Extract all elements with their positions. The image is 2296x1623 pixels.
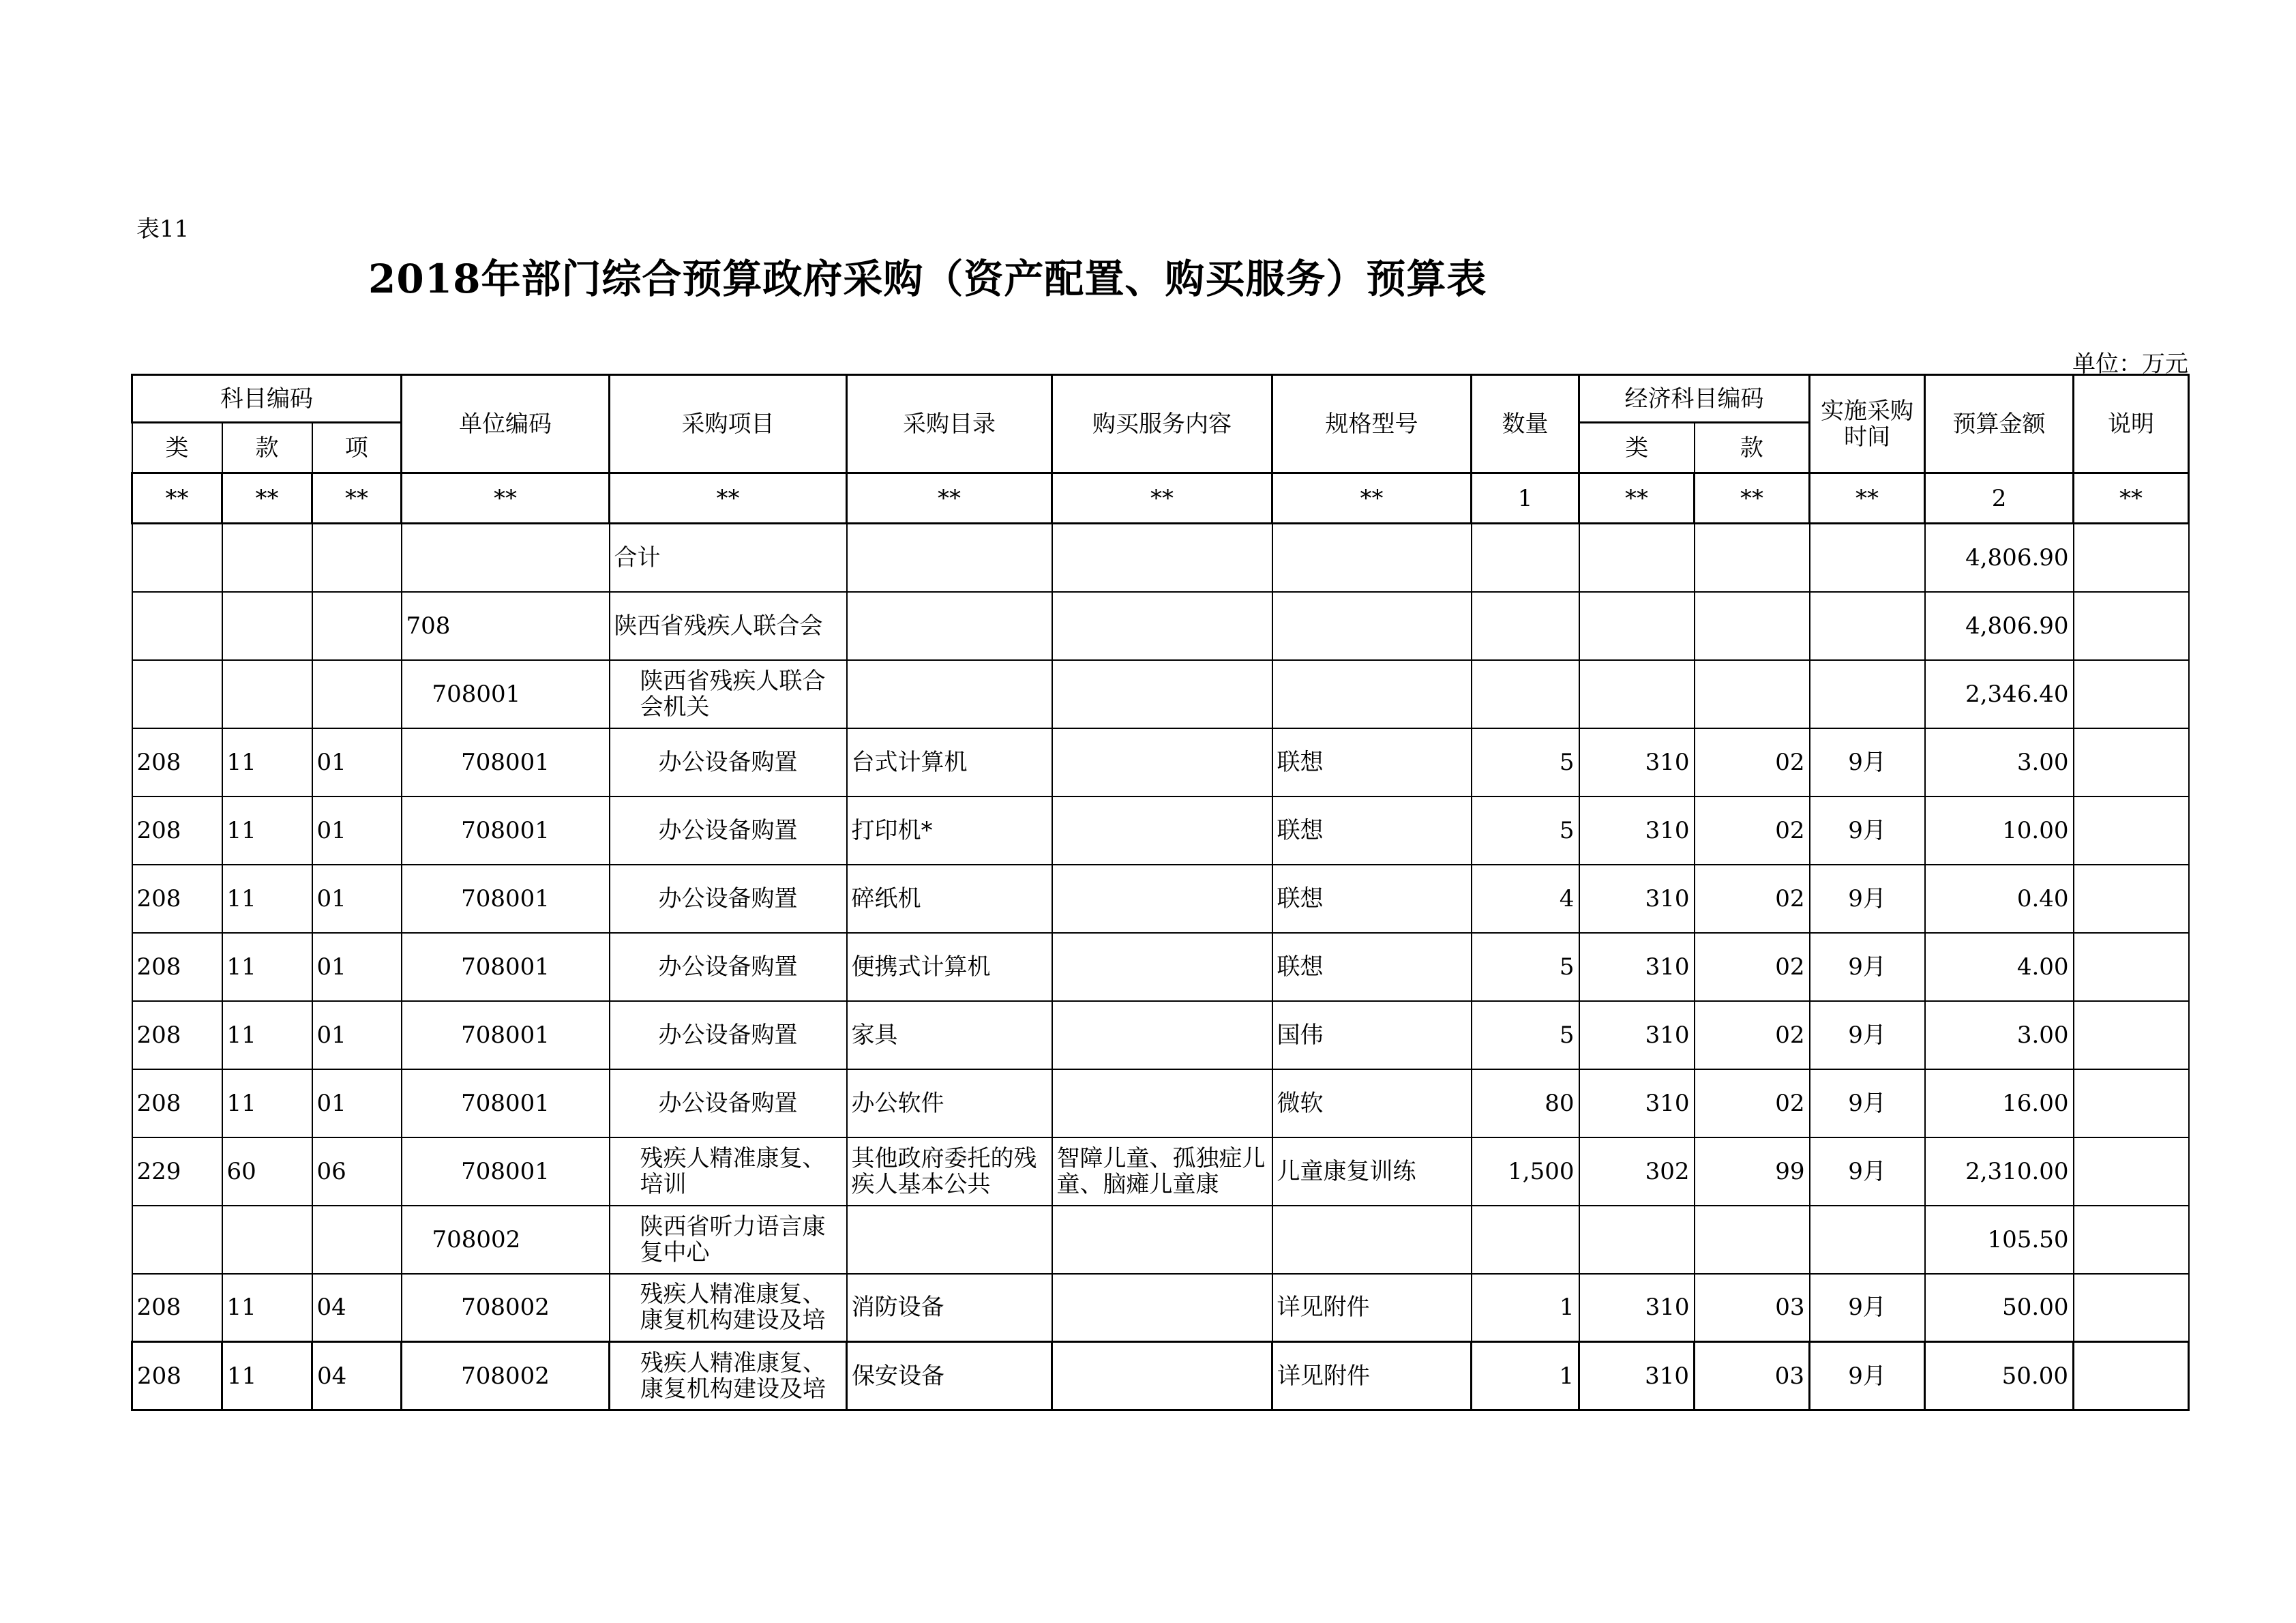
cell-purchase-item: 陕西省听力语言康复中心 [610,1206,847,1274]
cell-lei: 208 [132,933,222,1001]
cell-quantity: 5 [1472,728,1579,796]
cell-service-content [1052,1069,1272,1137]
cell-lei: 208 [132,1001,222,1069]
cell-econ-lei: 310 [1579,796,1695,865]
cell-impl-time: 9月 [1810,1001,1925,1069]
cell-kuan [222,660,312,728]
cell-econ-kuan [1695,592,1810,660]
table-header [132,375,2189,524]
cell-econ-lei: 310 [1579,1069,1695,1137]
cell-lei: 208 [132,865,222,933]
table-row [132,728,2189,796]
budget-table [131,374,2190,1411]
table-body [132,524,2189,1410]
header-kuan: 款 [222,423,312,473]
cell-note [2074,1001,2189,1069]
cell-spec-model: 详见附件 [1272,1274,1472,1342]
cell-quantity [1472,1206,1579,1274]
table-code: 表11 [136,215,190,243]
cell-xiang: 01 [312,933,402,1001]
cell-econ-lei [1579,592,1695,660]
cell-purchase-catalog [847,1206,1052,1274]
cell-purchase-item: 办公设备购置 [610,1001,847,1069]
cell-xiang: 01 [312,1069,402,1137]
cell-purchase-catalog [847,592,1052,660]
cell-econ-kuan [1695,660,1810,728]
cell-purchase-item: 残疾人精准康复、培训 [610,1137,847,1206]
table-row [132,865,2189,933]
cell-lei [132,1206,222,1274]
cell-unit-code: 708001 [402,660,610,728]
cell-econ-lei: 310 [1579,865,1695,933]
cell-purchase-item: 办公设备购置 [610,728,847,796]
cell-spec-model: 儿童康复训练 [1272,1137,1472,1206]
cell-quantity: 5 [1472,933,1579,1001]
marker-cell: ** [312,473,402,524]
table-row [132,1137,2189,1206]
cell-unit-code: 708 [402,592,610,660]
cell-econ-kuan [1695,524,1810,592]
cell-econ-kuan: 02 [1695,796,1810,865]
cell-kuan: 11 [222,1001,312,1069]
cell-xiang: 04 [312,1274,402,1342]
cell-xiang: 01 [312,865,402,933]
cell-quantity: 1 [1472,1342,1579,1410]
cell-impl-time: 9月 [1810,796,1925,865]
cell-purchase-catalog: 办公软件 [847,1069,1052,1137]
cell-quantity: 5 [1472,796,1579,865]
cell-note [2074,1137,2189,1206]
marker-row [132,473,2189,524]
cell-unit-code: 708001 [402,865,610,933]
cell-lei [132,592,222,660]
cell-service-content [1052,660,1272,728]
cell-econ-kuan: 02 [1695,1069,1810,1137]
cell-spec-model: 详见附件 [1272,1342,1472,1410]
cell-spec-model: 联想 [1272,728,1472,796]
marker-cell: ** [402,473,610,524]
cell-purchase-item: 办公设备购置 [610,1069,847,1137]
cell-unit-code: 708002 [402,1206,610,1274]
cell-impl-time: 9月 [1810,1274,1925,1342]
cell-kuan: 60 [222,1137,312,1206]
cell-service-content [1052,728,1272,796]
cell-econ-lei [1579,524,1695,592]
cell-quantity: 1 [1472,1274,1579,1342]
cell-impl-time [1810,592,1925,660]
marker-cell: ** [1272,473,1472,524]
marker-cell: ** [132,473,222,524]
cell-econ-lei [1579,1206,1695,1274]
cell-spec-model: 联想 [1272,933,1472,1001]
cell-econ-kuan: 02 [1695,1001,1810,1069]
cell-unit-code: 708002 [402,1342,610,1410]
cell-note [2074,660,2189,728]
cell-service-content [1052,1274,1272,1342]
header-impl-time: 实施采购时间 [1810,375,1925,473]
cell-budget-amount: 4,806.90 [1925,592,2074,660]
header-note: 说明 [2074,375,2189,473]
header-spec-model: 规格型号 [1272,375,1472,473]
table-row [132,524,2189,592]
cell-kuan: 11 [222,1069,312,1137]
cell-purchase-catalog [847,660,1052,728]
cell-xiang: 06 [312,1137,402,1206]
cell-kuan: 11 [222,796,312,865]
cell-budget-amount: 10.00 [1925,796,2074,865]
cell-purchase-item: 陕西省残疾人联合会 [610,592,847,660]
cell-purchase-catalog: 台式计算机 [847,728,1052,796]
cell-lei: 208 [132,1069,222,1137]
header-purchase-catalog: 采购目录 [847,375,1052,473]
cell-kuan: 11 [222,933,312,1001]
table-row [132,1206,2189,1274]
cell-purchase-item: 办公设备购置 [610,933,847,1001]
cell-note [2074,865,2189,933]
header-budget-amount: 预算金额 [1925,375,2074,473]
cell-impl-time: 9月 [1810,1137,1925,1206]
cell-purchase-item: 残疾人精准康复、康复机构建设及培 [610,1342,847,1410]
cell-purchase-item: 办公设备购置 [610,796,847,865]
cell-unit-code: 708001 [402,1001,610,1069]
cell-note [2074,592,2189,660]
cell-note [2074,1342,2189,1410]
cell-xiang [312,1206,402,1274]
cell-spec-model: 联想 [1272,865,1472,933]
cell-purchase-item: 合计 [610,524,847,592]
cell-impl-time: 9月 [1810,933,1925,1001]
cell-econ-kuan: 02 [1695,933,1810,1001]
cell-xiang [312,592,402,660]
cell-econ-kuan: 99 [1695,1137,1810,1206]
header-xiang: 项 [312,423,402,473]
cell-budget-amount: 3.00 [1925,728,2074,796]
marker-cell: ** [1695,473,1810,524]
header-subject-code: 科目编码 [132,375,402,423]
cell-impl-time [1810,660,1925,728]
cell-purchase-catalog: 保安设备 [847,1342,1052,1410]
marker-cell: ** [1052,473,1272,524]
cell-xiang [312,524,402,592]
marker-cell: ** [610,473,847,524]
cell-kuan [222,592,312,660]
cell-note [2074,1069,2189,1137]
cell-lei: 208 [132,1342,222,1410]
cell-econ-lei: 310 [1579,1342,1695,1410]
cell-spec-model [1272,660,1472,728]
cell-xiang: 01 [312,728,402,796]
table-row [132,796,2189,865]
page-title: 2018年部门综合预算政府采购（资产配置、购买服务）预算表 [368,256,1487,302]
table-row [132,1069,2189,1137]
marker-cell: ** [222,473,312,524]
cell-budget-amount: 3.00 [1925,1001,2074,1069]
marker-cell: 1 [1472,473,1579,524]
cell-spec-model [1272,592,1472,660]
cell-quantity [1472,592,1579,660]
table-row [132,1001,2189,1069]
cell-spec-model [1272,1206,1472,1274]
cell-econ-lei: 302 [1579,1137,1695,1206]
cell-econ-kuan: 03 [1695,1342,1810,1410]
header-lei: 类 [132,423,222,473]
cell-purchase-item: 残疾人精准康复、康复机构建设及培 [610,1274,847,1342]
cell-impl-time: 9月 [1810,1342,1925,1410]
cell-note [2074,1274,2189,1342]
cell-lei: 208 [132,796,222,865]
cell-budget-amount: 0.40 [1925,865,2074,933]
cell-econ-lei: 310 [1579,1274,1695,1342]
cell-service-content: 智障儿童、孤独症儿童、脑瘫儿童康 [1052,1137,1272,1206]
cell-service-content [1052,933,1272,1001]
header-service-content: 购买服务内容 [1052,375,1272,473]
cell-service-content [1052,1001,1272,1069]
cell-lei [132,660,222,728]
cell-econ-kuan [1695,1206,1810,1274]
cell-quantity: 80 [1472,1069,1579,1137]
cell-purchase-catalog: 其他政府委托的残疾人基本公共 [847,1137,1052,1206]
table-row [132,933,2189,1001]
cell-kuan: 11 [222,1342,312,1410]
cell-econ-lei: 310 [1579,1001,1695,1069]
table-row [132,660,2189,728]
cell-kuan: 11 [222,865,312,933]
cell-econ-lei [1579,660,1695,728]
cell-kuan: 11 [222,1274,312,1342]
cell-spec-model: 微软 [1272,1069,1472,1137]
cell-kuan [222,1206,312,1274]
cell-kuan [222,524,312,592]
cell-quantity [1472,660,1579,728]
cell-spec-model: 联想 [1272,796,1472,865]
cell-budget-amount: 105.50 [1925,1206,2074,1274]
cell-impl-time: 9月 [1810,728,1925,796]
cell-purchase-catalog [847,524,1052,592]
cell-econ-lei: 310 [1579,728,1695,796]
cell-note [2074,933,2189,1001]
cell-budget-amount: 50.00 [1925,1342,2074,1410]
marker-cell: 2 [1925,473,2074,524]
cell-econ-kuan: 02 [1695,865,1810,933]
cell-impl-time: 9月 [1810,1069,1925,1137]
cell-unit-code: 708001 [402,1069,610,1137]
table-row [132,592,2189,660]
cell-impl-time [1810,1206,1925,1274]
cell-purchase-catalog: 打印机* [847,796,1052,865]
cell-unit-code: 708001 [402,796,610,865]
cell-econ-kuan: 02 [1695,728,1810,796]
cell-service-content [1052,524,1272,592]
cell-service-content [1052,1342,1272,1410]
cell-budget-amount: 16.00 [1925,1069,2074,1137]
cell-quantity: 1,500 [1472,1137,1579,1206]
cell-unit-code [402,524,610,592]
cell-econ-kuan: 03 [1695,1274,1810,1342]
cell-unit-code: 708001 [402,933,610,1001]
unit-label: 单位：万元 [2072,351,2188,378]
cell-quantity: 4 [1472,865,1579,933]
cell-xiang: 04 [312,1342,402,1410]
cell-spec-model: 国伟 [1272,1001,1472,1069]
cell-budget-amount: 4.00 [1925,933,2074,1001]
cell-kuan: 11 [222,728,312,796]
cell-unit-code: 708002 [402,1274,610,1342]
cell-note [2074,1206,2189,1274]
cell-unit-code: 708001 [402,1137,610,1206]
header-purchase-item: 采购项目 [610,375,847,473]
cell-purchase-catalog: 便携式计算机 [847,933,1052,1001]
cell-quantity [1472,524,1579,592]
cell-purchase-catalog: 家具 [847,1001,1052,1069]
cell-purchase-catalog: 消防设备 [847,1274,1052,1342]
marker-cell: ** [1579,473,1695,524]
table-row [132,1342,2189,1410]
header-econ-kuan: 款 [1695,423,1810,473]
cell-note [2074,728,2189,796]
cell-impl-time: 9月 [1810,865,1925,933]
cell-service-content [1052,592,1272,660]
cell-service-content [1052,796,1272,865]
cell-service-content [1052,865,1272,933]
cell-note [2074,524,2189,592]
header-econ-lei: 类 [1579,423,1695,473]
cell-budget-amount: 50.00 [1925,1274,2074,1342]
marker-cell: ** [2074,473,2189,524]
cell-quantity: 5 [1472,1001,1579,1069]
cell-service-content [1052,1206,1272,1274]
cell-budget-amount: 4,806.90 [1925,524,2074,592]
cell-unit-code: 708001 [402,728,610,796]
header-unit-code: 单位编码 [402,375,610,473]
cell-lei: 208 [132,1274,222,1342]
cell-impl-time [1810,524,1925,592]
header-econ-code: 经济科目编码 [1579,375,1810,423]
cell-lei [132,524,222,592]
cell-econ-lei: 310 [1579,933,1695,1001]
cell-lei: 208 [132,728,222,796]
cell-purchase-item: 办公设备购置 [610,865,847,933]
cell-note [2074,796,2189,865]
cell-xiang [312,660,402,728]
cell-xiang: 01 [312,1001,402,1069]
table-row [132,1274,2189,1342]
cell-budget-amount: 2,310.00 [1925,1137,2074,1206]
cell-lei: 229 [132,1137,222,1206]
marker-cell: ** [1810,473,1925,524]
cell-xiang: 01 [312,796,402,865]
cell-spec-model [1272,524,1472,592]
cell-purchase-item: 陕西省残疾人联合会机关 [610,660,847,728]
marker-cell: ** [847,473,1052,524]
cell-budget-amount: 2,346.40 [1925,660,2074,728]
cell-purchase-catalog: 碎纸机 [847,865,1052,933]
header-quantity: 数量 [1472,375,1579,473]
